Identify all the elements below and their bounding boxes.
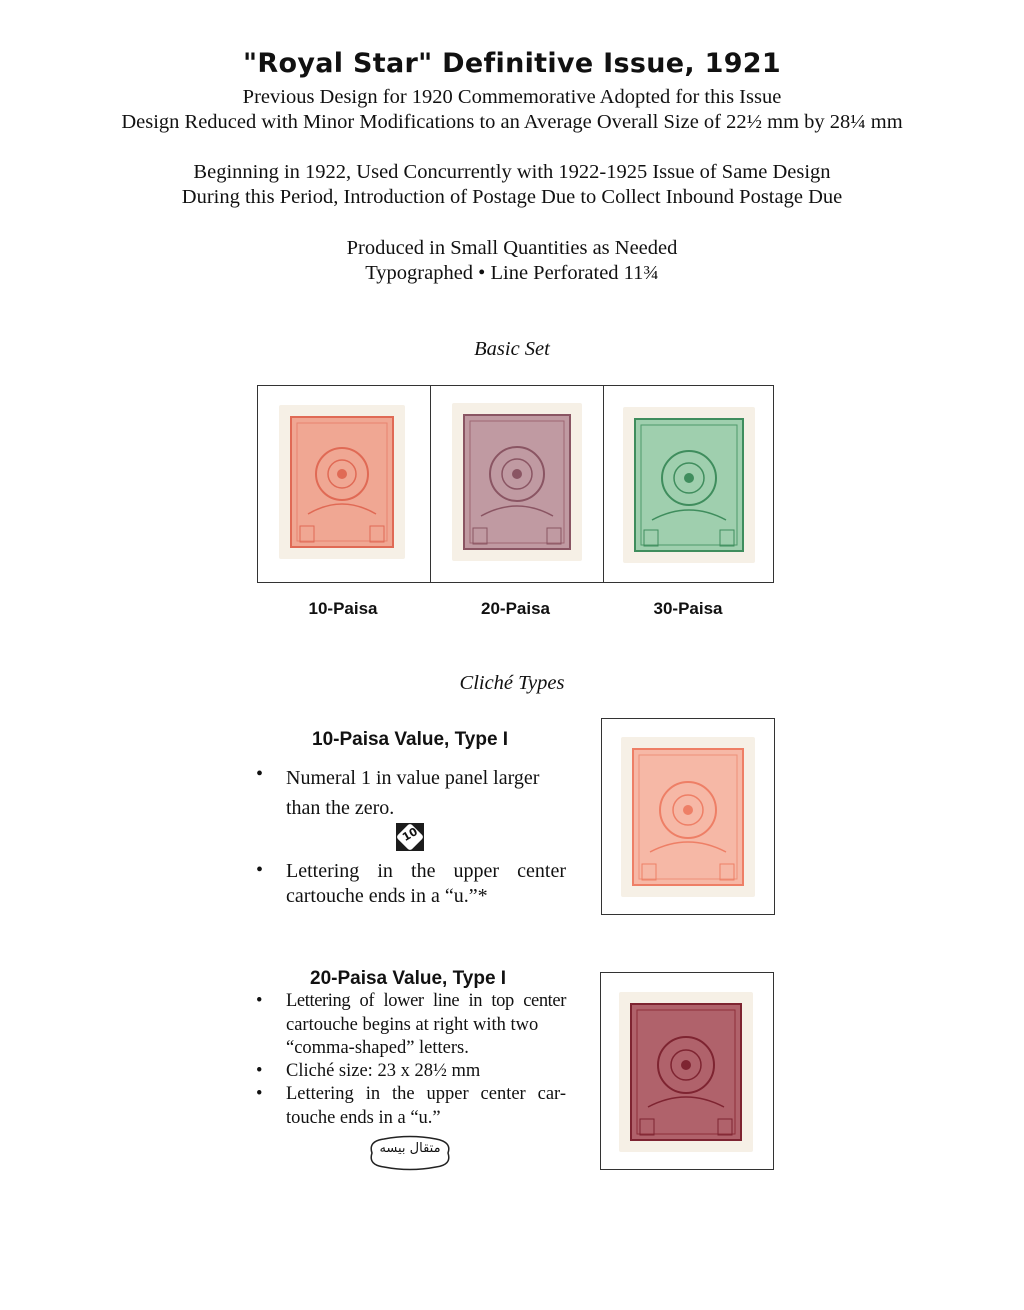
stamp-cell-20 [430, 386, 603, 582]
type1-10-stamp-frame [601, 718, 775, 915]
stamp-10-paisa [279, 405, 405, 559]
bullet-mark: • [256, 763, 264, 785]
bullet-line: Lettering in the upper center [286, 860, 566, 882]
bullet-line: cartouche begins at right with two [286, 1014, 539, 1035]
bullet-mark: • [256, 991, 263, 1011]
caption-20-paisa: 20-Paisa [481, 599, 550, 618]
bullet-line: touche ends in a “u.” [286, 1107, 441, 1128]
bullet-line: Lettering in the upper center car- [286, 1084, 566, 1104]
bullet-line: Lettering of lower line in top center [286, 991, 566, 1011]
stamp-20-design [461, 412, 573, 552]
type1-10-title: 10-Paisa Value, Type I [312, 729, 509, 750]
caption-10-paisa: 10-Paisa [308, 599, 378, 618]
bullet-line: cartouche ends in a “u.”* [286, 885, 488, 907]
bullet-mark: • [256, 1084, 263, 1104]
stamp-10-design [288, 414, 396, 550]
cartouche-detail-image [366, 1133, 454, 1173]
page-title: "Royal Star" Definitive Issue, 1921 [243, 48, 781, 79]
type1-20-bullet-1 [256, 990, 576, 1062]
stamp-cell-10 [258, 386, 430, 582]
stamp-20-type1 [619, 992, 753, 1152]
stamp-20-type1-design [628, 1001, 744, 1143]
bullet-line: “comma-shaped” letters. [286, 1038, 469, 1058]
type1-20-stamp-frame [600, 972, 774, 1170]
caption-30-paisa: 30-Paisa [653, 599, 723, 618]
subtitle-line-2: Design Reduced with Minor Modifications to an Average Overall Size of 22½ mm by 28¼ mm [121, 111, 903, 133]
type1-10-bullet-2 [256, 859, 576, 911]
bullet-line: Numeral 1 in value panel larger [286, 767, 540, 789]
bullet-line: Cliché size: 23 x 28½ mm [286, 1061, 481, 1081]
type1-10-bullet-1 [256, 763, 576, 823]
subtitle-line-3: Beginning in 1922, Used Concurrently with 1922-1925 Issue of Same Design [193, 161, 831, 183]
cartouche-glyph: متقال بیسه [379, 1141, 441, 1156]
type1-20-bullet-3 [256, 1083, 576, 1131]
numeral-detail-image [396, 823, 424, 851]
stamp-30-design [632, 416, 746, 554]
basic-set-heading: Basic Set [474, 338, 550, 360]
stamp-10-type1 [621, 737, 755, 897]
bullet-line: than the zero. [286, 797, 395, 819]
cliche-types-heading: Cliché Types [459, 672, 565, 694]
subtitle-line-4: During this Period, Introduction of Postage Due to Collect Inbound Postage Due [181, 186, 843, 208]
bullet-mark: • [256, 1061, 263, 1081]
basic-set-frame [257, 385, 774, 583]
stamp-30-paisa [623, 407, 755, 563]
type1-20-bullet-2 [256, 1060, 576, 1084]
subtitle-line-6: Typographed • Line Perforated 11¾ [365, 262, 659, 284]
bullet-mark: • [256, 859, 264, 881]
subtitle-line-1: Previous Design for 1920 Commemorative Adopted for this Issue [242, 86, 782, 108]
numeral-detail-glyph: 10 [400, 825, 420, 844]
type1-20-title: 20-Paisa Value, Type I [310, 968, 507, 989]
stamp-cell-30 [603, 386, 775, 582]
subtitle-line-5: Produced in Small Quantities as Needed [346, 237, 678, 259]
stamp-20-paisa [452, 403, 582, 561]
stamp-10-type1-design [630, 746, 746, 888]
